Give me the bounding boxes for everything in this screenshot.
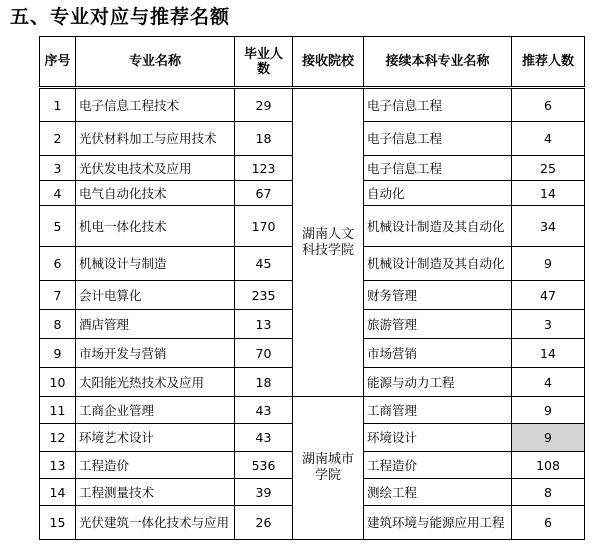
quota-cell: 25 <box>512 156 585 181</box>
major-cell: 光伏材料加工与应用技术 <box>76 122 235 156</box>
quota-cell: 8 <box>512 479 585 506</box>
seq-cell: 2 <box>40 122 76 156</box>
major-cell: 酒店管理 <box>76 310 235 339</box>
graduates-cell: 18 <box>235 368 293 397</box>
graduates-cell: 170 <box>235 206 293 247</box>
major-cell: 会计电算化 <box>76 281 235 310</box>
graduates-cell: 235 <box>235 281 293 310</box>
graduates-cell: 536 <box>235 452 293 479</box>
seq-cell: 9 <box>40 339 76 368</box>
seq-cell: 14 <box>40 479 76 506</box>
major-cell: 工商企业管理 <box>76 397 235 424</box>
major-cell: 光伏建筑一体化技术与应用 <box>76 506 235 540</box>
target-major-cell: 工程造价 <box>364 452 512 479</box>
quota-cell: 4 <box>512 368 585 397</box>
quota-cell: 47 <box>512 281 585 310</box>
target-major-cell: 建筑环境与能源应用工程 <box>364 506 512 540</box>
header-school: 接收院校 <box>293 37 364 88</box>
header-seq: 序号 <box>40 37 76 88</box>
quota-cell: 6 <box>512 88 585 122</box>
quota-cell: 108 <box>512 452 585 479</box>
target-major-cell: 电子信息工程 <box>364 122 512 156</box>
quota-cell: 9 <box>512 397 585 424</box>
seq-cell: 6 <box>40 247 76 281</box>
target-major-cell: 测绘工程 <box>364 479 512 506</box>
seq-cell: 12 <box>40 424 76 452</box>
quota-cell: 14 <box>512 339 585 368</box>
target-major-cell: 旅游管理 <box>364 310 512 339</box>
header-target: 接续本科专业名称 <box>364 37 512 88</box>
target-major-cell: 电子信息工程 <box>364 88 512 122</box>
header-graduates: 毕业人数 <box>235 37 293 88</box>
major-cell: 电气自动化技术 <box>76 181 235 206</box>
graduates-cell: 43 <box>235 397 293 424</box>
graduates-cell: 67 <box>235 181 293 206</box>
seq-cell: 13 <box>40 452 76 479</box>
major-cell: 市场开发与营销 <box>76 339 235 368</box>
graduates-cell: 70 <box>235 339 293 368</box>
major-cell: 光伏发电技术及应用 <box>76 156 235 181</box>
school-cell: 湖南人文科技学院 <box>293 88 364 397</box>
target-major-cell: 财务管理 <box>364 281 512 310</box>
target-major-cell: 工商管理 <box>364 397 512 424</box>
target-major-cell: 机械设计制造及其自动化 <box>364 206 512 247</box>
target-major-cell: 电子信息工程 <box>364 156 512 181</box>
graduates-cell: 18 <box>235 122 293 156</box>
major-quota-table <box>39 36 585 540</box>
major-cell: 太阳能光热技术及应用 <box>76 368 235 397</box>
graduates-cell: 29 <box>235 88 293 122</box>
major-cell: 工程测量技术 <box>76 479 235 506</box>
target-major-cell: 环境设计 <box>364 424 512 452</box>
major-cell: 电子信息工程技术 <box>76 88 235 122</box>
quota-cell: 4 <box>512 122 585 156</box>
quota-cell: 6 <box>512 506 585 540</box>
graduates-cell: 26 <box>235 506 293 540</box>
target-major-cell: 市场营销 <box>364 339 512 368</box>
target-major-cell: 能源与动力工程 <box>364 368 512 397</box>
seq-cell: 5 <box>40 206 76 247</box>
quota-cell: 34 <box>512 206 585 247</box>
quota-cell: 3 <box>512 310 585 339</box>
target-major-cell: 机械设计制造及其自动化 <box>364 247 512 281</box>
seq-cell: 3 <box>40 156 76 181</box>
table-row <box>40 397 585 424</box>
major-cell: 机电一体化技术 <box>76 206 235 247</box>
school-cell: 湖南城市学院 <box>293 397 364 540</box>
target-major-cell: 自动化 <box>364 181 512 206</box>
header-quota: 推荐人数 <box>512 37 585 88</box>
graduates-cell: 13 <box>235 310 293 339</box>
major-cell: 工程造价 <box>76 452 235 479</box>
major-cell: 机械设计与制造 <box>76 247 235 281</box>
graduates-cell: 45 <box>235 247 293 281</box>
seq-cell: 10 <box>40 368 76 397</box>
page-title: 五、专业对应与推荐名额 <box>10 6 231 28</box>
graduates-cell: 43 <box>235 424 293 452</box>
seq-cell: 1 <box>40 88 76 122</box>
seq-cell: 8 <box>40 310 76 339</box>
seq-cell: 4 <box>40 181 76 206</box>
header-major: 专业名称 <box>76 37 235 88</box>
graduates-cell: 39 <box>235 479 293 506</box>
quota-cell: 9 <box>512 424 585 452</box>
graduates-cell: 123 <box>235 156 293 181</box>
major-cell: 环境艺术设计 <box>76 424 235 452</box>
table-header-row <box>40 37 585 88</box>
seq-cell: 11 <box>40 397 76 424</box>
seq-cell: 15 <box>40 506 76 540</box>
table-row <box>40 88 585 122</box>
seq-cell: 7 <box>40 281 76 310</box>
quota-cell: 14 <box>512 181 585 206</box>
quota-cell: 9 <box>512 247 585 281</box>
